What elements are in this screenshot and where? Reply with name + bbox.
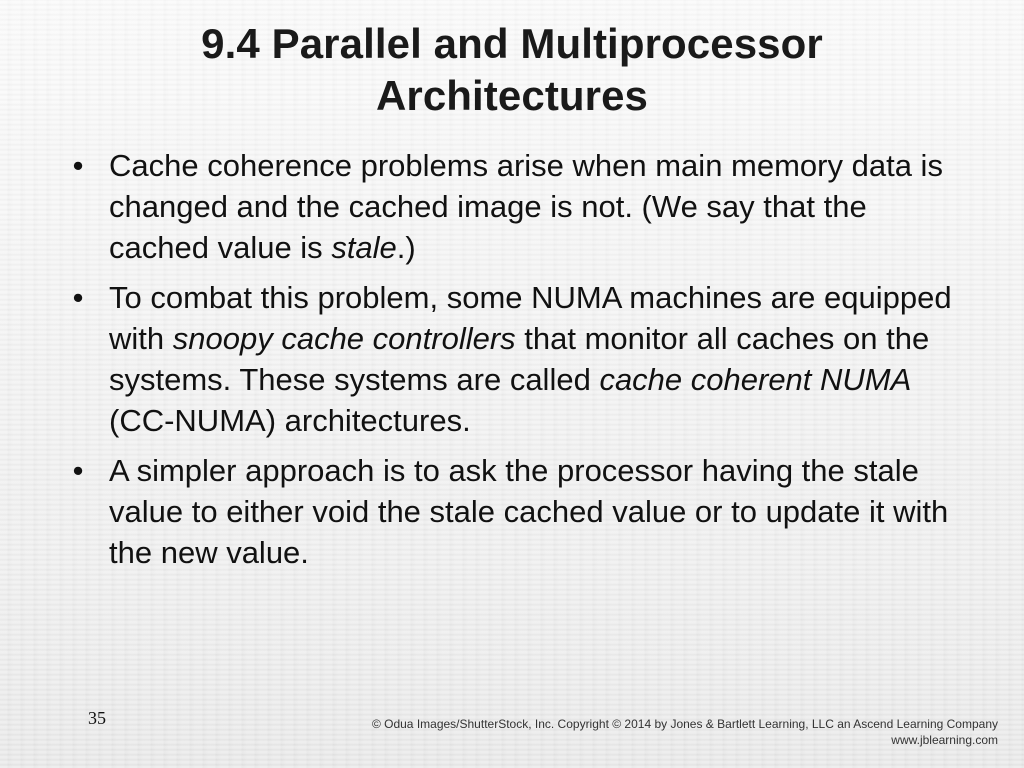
- copyright-line: © Odua Images/ShutterStock, Inc. Copyright © 2014 by Jones & Bartlett Learning, LLC an Ascend Learning Company: [371, 717, 998, 731]
- slide-title-line-2: Architectures: [375, 72, 649, 119]
- bullet-item-numa-controllers: [66, 277, 966, 441]
- bullet-icon: •: [72, 280, 84, 315]
- bullet-text: A simpler approach is to ask the processor having the stale value to either void the stale cached value or to update it with the new value.: [109, 453, 949, 570]
- bullet-icon: •: [72, 148, 84, 183]
- bullet-list: [66, 145, 966, 582]
- bullet-emphasis-snoopy-cache-controllers: snoopy cache controllers: [172, 321, 516, 356]
- bullet-item-simpler-approach: [66, 450, 966, 573]
- bullet-item-cache-coherence: [66, 145, 966, 268]
- bullet-icon: •: [72, 453, 84, 488]
- bullet-emphasis-stale: stale: [331, 230, 397, 265]
- bullet-emphasis-cache-coherent-numa: cache coherent NUMA: [599, 362, 912, 397]
- bullet-text: [109, 148, 943, 265]
- publisher-website-text: www.jblearning.com: [891, 733, 998, 747]
- slide-title-line-1: 9.4 Parallel and Multiprocessor: [201, 20, 823, 67]
- copyright-notice: [338, 716, 998, 748]
- bullet-text-after: (CC-NUMA) architectures.: [109, 403, 471, 438]
- bullet-text: [109, 280, 952, 438]
- page-number: 35: [88, 708, 106, 728]
- bullet-text-after: .): [396, 230, 416, 265]
- bullet-text-before: To combat this problem, some NUMA machines are equipped with: [109, 280, 952, 356]
- slide-title: [70, 18, 954, 122]
- bullet-text-before: Cache coherence problems arise when main memory data is changed and the cached image is not. (We say that the cached value is: [109, 148, 943, 265]
- bullet-text-middle: that monitor all caches on the systems. These systems are called: [109, 321, 930, 397]
